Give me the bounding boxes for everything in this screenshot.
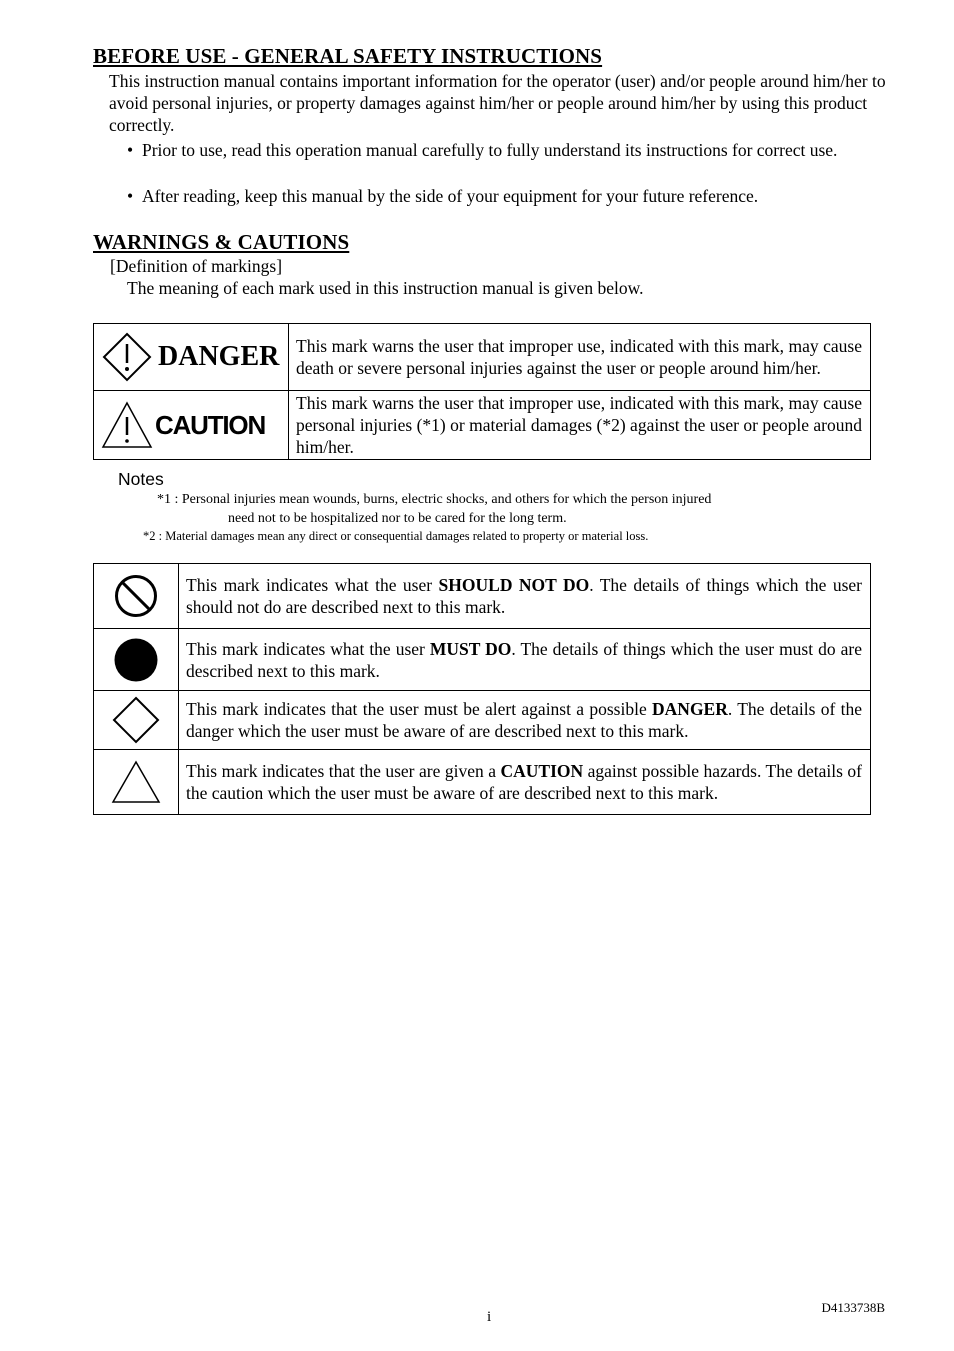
symbol-description-danger: This mark indicates that the user must be alert against a possible DANGER. The details of the danger which the user must be aware of are described next to this mark. [179,691,871,750]
bullet-dot-icon: • [127,186,134,206]
signal-label-cell [94,324,289,391]
diamond-icon [112,696,160,744]
bullet-text: Prior to use, read this operation manual carefully to fully understand its instructions for correct use. [142,140,838,160]
caution-triangle-exclamation-icon [101,400,153,450]
bullet-text: After reading, keep this manual by the side of your equipment for your future reference. [142,186,759,206]
symbol-description-mandatory: This mark indicates what the user MUST DO. The details of things which the user must do are described next to this mark. [179,629,871,691]
symbol-icon-cell [94,629,179,691]
signal-description-danger: This mark warns the user that improper use, indicated with this mark, may cause death or severe personal injuries against the user or people around him/her. [289,324,871,391]
signal-row-caution [94,391,871,460]
symbol-row-mandatory [94,629,871,691]
bullet-dot-icon: • [127,140,134,160]
document-code: D4133738B [821,1300,885,1315]
note-1-line-2: need not to be hospitalized nor to be cared for the long term. [228,511,567,526]
symbol-icon-cell [94,691,179,750]
notes-title: Notes [118,469,164,489]
bullet-item-read-manual [127,139,887,161]
note-1-line-1: *1 : Personal injuries mean wounds, burns, electric shocks, and others for which the person injured [157,492,712,507]
prohibition-circle-icon [113,573,159,619]
filled-circle-icon [113,637,159,683]
danger-diamond-exclamation-icon [102,332,152,382]
section-intro-general-safety: This instruction manual contains important information for the operator (user) and/or people around him/her to avoid personal injuries, or property damages against him/her or people around him/her by using this product correctly. [109,71,886,135]
note-2: *2 : Material damages mean any direct or consequential damages related to property or material loss. [143,529,649,543]
triangle-icon [111,760,161,804]
symbol-icon-cell [94,750,179,815]
caution-label: CAUTION [155,409,266,440]
section-title-general-safety: BEFORE USE - GENERAL SAFETY INSTRUCTIONS [93,44,603,68]
symbol-icon-cell [94,564,179,629]
signal-row-danger [94,324,871,391]
symbol-table [93,563,871,815]
bullet-item-keep-manual [127,185,887,207]
symbol-description-prohibition: This mark indicates what the user SHOULD NOT DO. The details of things which the user should not do are described next to this mark. [179,564,871,629]
symbol-row-prohibition [94,564,871,629]
signal-label-cell [94,391,289,460]
symbol-row-danger [94,691,871,750]
page-number: i [487,1309,492,1325]
symbol-description-caution: This mark indicates that the user are given a CAUTION against possible hazards. The details of the caution which the user must be aware of are described next to this mark. [179,750,871,815]
section-title-warnings-cautions: WARNINGS & CAUTIONS [93,230,350,254]
definition-intro: The meaning of each mark used in this instruction manual is given below. [127,278,644,298]
signal-word-table [93,323,871,460]
definition-subtitle: [Definition of markings] [110,256,283,276]
symbol-row-caution [94,750,871,815]
danger-label: DANGER [158,341,280,372]
signal-description-caution: This mark warns the user that improper use, indicated with this mark, may cause personal injuries (*1) or material damages (*2) against the user or people around him/her. [289,391,871,460]
